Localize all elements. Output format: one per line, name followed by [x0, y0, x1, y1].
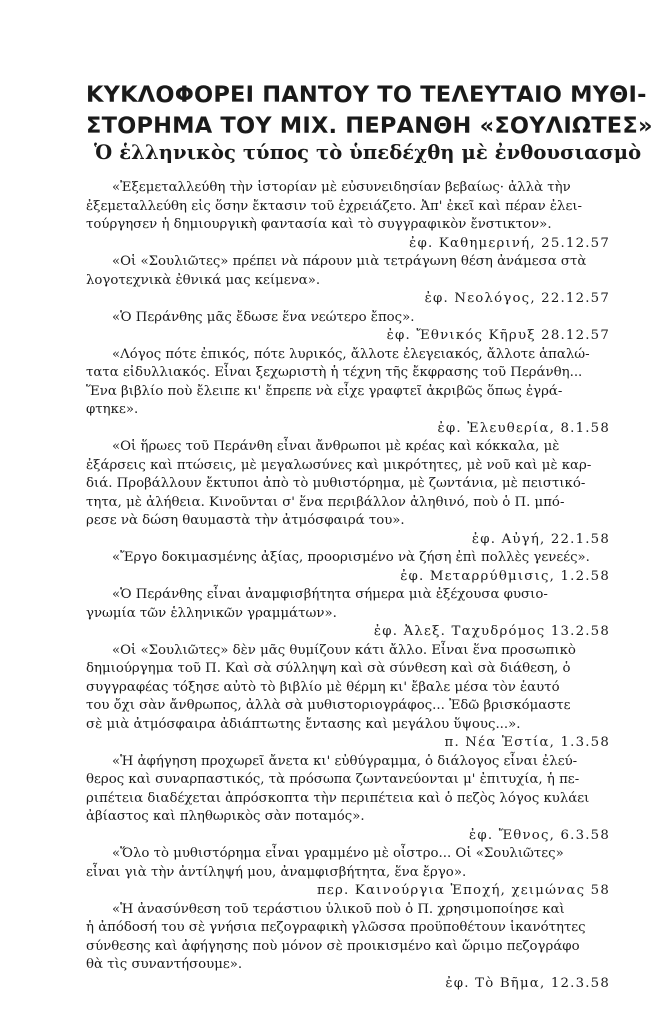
source-citation: ἐφ. Νεολόγος, 22.12.57 — [424, 291, 610, 306]
source-citation: ἐφ. Ἔθνος, 6.3.58 — [469, 827, 610, 843]
review-quotes-body — [86, 179, 610, 993]
quote-text-line: τούργησεν ἡ δημιουργικὴ φαντασία καὶ τὸ συγγραφικὸν ἔνστικτον». — [86, 217, 552, 232]
quote-text-line: «Οἱ «Σουλιῶτες» δὲν μᾶς θυμίζουν κάτι ἄλλο. Εἶναι ἕνα προσωπικὸ — [112, 642, 576, 658]
quote-text-line: «Οἱ «Σουλιῶτες» πρέπει νὰ πάρουν μιὰ τετράγωνη θέση ἀνάμεσα στὰ — [112, 254, 587, 269]
quote-text-line: τητα, μὲ ἀλήθεια. Κινοῦνται σ' ἕνα περιβάλλον ἀληθινό, ποὺ ὁ Π. μπό- — [86, 494, 565, 510]
source-citation: ἐφ. Καθημερινή, 25.12.57 — [409, 235, 610, 251]
headline-line-1: ΚΥΚΛΟΦΟΡΕΙ ΠΑΝΤΟΥ ΤΟ ΤΕΛΕΥΤΑΙΟ ΜΥΘΙ- — [86, 82, 647, 108]
quote-text-line: «Ὁ Περάνθης μᾶς ἔδωσε ἕνα νεώτερο ἔπος». — [112, 309, 415, 325]
source-citation: ἐφ. Τὸ Βῆμα, 12.3.58 — [445, 975, 610, 991]
quote-text-line: «Ὁ Περάνθης εἶναι ἀναμφισβήτητα σήμερα μιὰ ἐξέχουσα φυσιο- — [112, 587, 548, 602]
source-citation: ἐφ. Μεταρρύθμισις, 1.2.58 — [400, 568, 610, 584]
headline-line-2: ΣΤΟΡΗΜΑ ΤΟΥ ΜΙΧ. ΠΕΡΑΝΘΗ «ΣΟΥΛΙΩΤΕΣ» — [86, 113, 653, 139]
quote-text-line: θὰ τὶς συναντήσουμε». — [86, 957, 243, 972]
quote-text-line: συγγραφέας τόξησε αὐτὸ τὸ βιβλίο μὲ θέρμη κι' ἔβαλε μέσα τὸν ἑαυτό — [86, 679, 560, 695]
quote-text-line: θερος καὶ συναρπαστικός, τὰ πρόσωπα ζωντανεύονται μ' ἐπιτυχία, ἡ πε- — [86, 772, 580, 787]
source-citation: περ. Καινούργια Ἐποχή, χειμώνας 58 — [316, 883, 610, 898]
quote-text-line: «Ἐξεμεταλλεύθη τὴν ἱστορίαν μὲ εὐσυνειδησίαν βεβαίως· ἀλλὰ τὴν — [112, 180, 571, 195]
quote-text-line: του ὄχι σὰν ἄνθρωπος, ἀλλὰ σὰ μυθιστοριογράφος... Ἐδῶ βρισκόμαστε — [86, 698, 571, 713]
quote-text-line: ρεσε νὰ δώση θαυμαστὰ τὴν ἀτμόσφαιρά του». — [86, 513, 405, 528]
subheadline: Ὁ ἑλληνικὸς τύπος τὸ ὑπεδέχθη μὲ ἐνθουσιασμὸ — [94, 141, 642, 164]
quote-text-line: σύνθεσης καὶ ἀφήγησης ποὺ μόνον σὲ προικισμένο καὶ ὥριμο πεζογράφο — [86, 938, 580, 954]
quote-text-line: «Ἡ ἀφήγηση προχωρεῖ ἄνετα κι' εὐθύγραμμα, ὁ διάλογος εἶναι ἐλεύ- — [112, 753, 578, 769]
quote-text-line: λογοτεχνικὰ ἐθνικά μας κείμενα». — [86, 272, 321, 288]
quote-text-line: ριπέτεια διαδέχεται ἀπρόσκοπτα τὴν περιπέτεια καὶ ὁ πεζὸς λόγος κυλάει — [86, 790, 590, 806]
quote-text-line: Ἕνα βιβλίο ποὺ ἔλειπε κι' ἔπρεπε νὰ εἶχε γραφτεῖ ἀκριβῶς ὅπως ἐγρά- — [86, 383, 563, 399]
quote-text-line: εἶναι γιὰ τὴν ἀντίληψή μου, ἀναμφισβήτητα, ἕνα ἔργο». — [86, 864, 467, 880]
quote-text-line: «Ἡ ἀνασύνθεση τοῦ τεράστιου ὑλικοῦ ποὺ ὁ Π. χρησιμοποίησε καὶ — [112, 901, 565, 917]
quote-text-line: ἀβίαστος καὶ πληθωρικὸς σὰν ποταμός». — [86, 809, 365, 824]
quote-text-line: «Ὅλο τὸ μυθιστόρημα εἶναι γραμμένο μὲ οἶστρο... Οἱ «Σουλιῶτες» — [112, 846, 564, 861]
quote-text-line: «Λόγος πότε ἐπικός, πότε λυρικός, ἄλλοτε ἐλεγειακός, ἄλλοτε ἁπαλώ- — [112, 346, 590, 362]
quote-text-line: σὲ μιὰ ἀτμόσφαιρα ἀδιάπτωτης ἔντασης καὶ μεγάλου ὕψους...». — [86, 716, 521, 732]
quote-text-line: ἐξάρσεις καὶ πτώσεις, μὲ μεγαλωσύνες καὶ μικρότητες, μὲ νοῦ καὶ μὲ καρ- — [86, 457, 592, 473]
source-citation: ἐφ. Αὐγή, 22.1.58 — [471, 531, 610, 547]
source-citation: ἐφ. Ἔθνικός Κῆρυξ 28.12.57 — [386, 328, 610, 343]
source-citation: ἐφ. Ἐλευθερία, 8.1.58 — [437, 420, 610, 436]
source-citation: ἐφ. Ἀλεξ. Ταχυδρόμος 13.2.58 — [373, 624, 610, 639]
quote-text-line: ἡ ἀπόδοσή του σὲ γνήσια πεζογραφικὴ γλῶσσα προϋποθέτουν ἱκανότητες — [86, 920, 586, 935]
quote-text-line: «Οἱ ἥρωες τοῦ Περάνθη εἶναι ἄνθρωποι μὲ κρέας καὶ κόκκαλα, μὲ — [112, 439, 560, 454]
source-citation: π. Νέα Ἑστία, 1.3.58 — [444, 735, 610, 750]
quote-text-line: γνωμία τῶν ἑλληνικῶν γραμμάτων». — [86, 605, 337, 621]
quote-text-line: τατα εἰδυλλιακός. Εἶναι ξεχωριστὴ ἡ τέχνη τῆς ἔκφρασης τοῦ Περάνθη... — [86, 365, 583, 380]
quote-text-line: ἐξεμεταλλεύθη εἰς ὅσην ἔκτασιν τοῦ ἐχρειάζετο. Ἀπ' ἐκεῖ καὶ πέραν ἐλει- — [86, 198, 583, 214]
quote-text-line: διά. Προβάλλουν ἔκτυποι ἀπὸ τὸ μυθιστόρημα, μὲ ζωντάνια, μὲ πειστικό- — [86, 476, 586, 491]
quote-text-line: «Ἔργο δοκιμασμένης ἀξίας, προορισμένο νὰ ζήση ἐπὶ πολλὲς γενεές». — [112, 550, 590, 565]
quote-text-line: φτηκε». — [86, 402, 139, 417]
quote-text-line: δημιούργημα τοῦ Π. Καὶ σὰ σύλληψη καὶ σὰ σύνθεση καὶ σὰ διάθεση, ὁ — [86, 661, 571, 676]
